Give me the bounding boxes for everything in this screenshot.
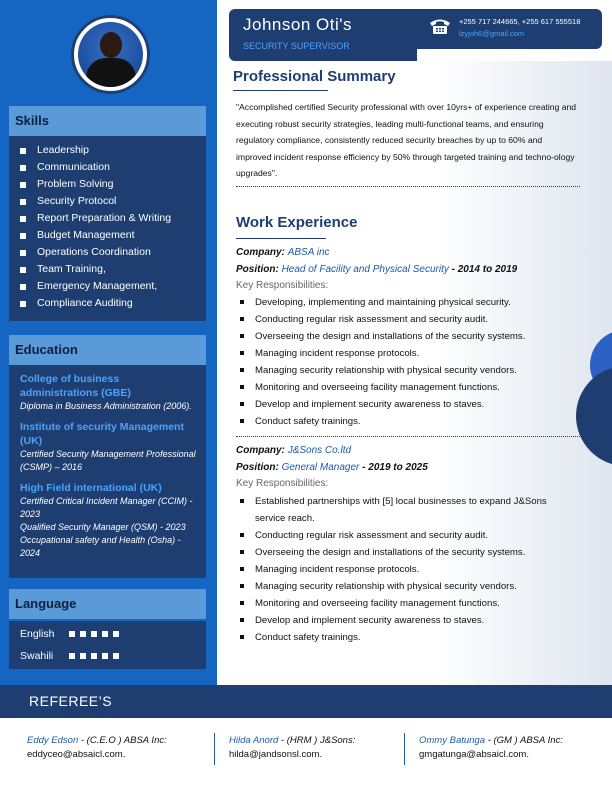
skill-item: Team Training, xyxy=(9,261,206,278)
responsibility-item: Managing incident response protocols. xyxy=(236,345,576,362)
responsibilities-list xyxy=(236,294,576,430)
referee-role: - (HRM ) J&Sons: xyxy=(278,735,356,746)
phone-number: +255 717 244665, +255 617 555518 xyxy=(459,17,581,26)
contact-box xyxy=(417,9,602,49)
language-name: English xyxy=(20,628,55,640)
responsibility-item: Monitoring and overseeing facility management functions. xyxy=(236,379,576,396)
referee-name: Eddy Edson xyxy=(27,735,79,746)
position-name: Head of Facility and Physical Security xyxy=(281,264,449,275)
job-company xyxy=(236,445,351,456)
language-level-dots xyxy=(69,653,119,659)
education-item xyxy=(9,372,206,413)
skill-item: Security Protocol xyxy=(9,193,206,210)
referee-bar xyxy=(0,685,612,718)
language-level-dots xyxy=(69,631,119,637)
education-panel xyxy=(9,365,206,578)
language-row xyxy=(9,645,206,667)
education-institution: High Field international (UK) xyxy=(20,482,162,494)
education-detail: Certified Critical Incident Manager (CCIM) - 2023 xyxy=(20,496,193,519)
responsibility-item: Monitoring and overseeing facility management functions. xyxy=(236,595,576,612)
summary-heading: Professional Summary xyxy=(233,68,396,85)
responsibilities-label: Key Responsibilities: xyxy=(236,280,329,291)
profile-photo xyxy=(71,15,150,94)
responsibility-item: Develop and implement security awareness to staves. xyxy=(236,612,576,629)
language-heading: Language xyxy=(9,589,206,619)
divider xyxy=(236,186,580,187)
skill-item: Compliance Auditing xyxy=(9,295,206,312)
language-name: Swahili xyxy=(20,650,54,662)
experience-heading: Work Experience xyxy=(236,214,358,231)
position-period: - 2014 to 2019 xyxy=(451,264,518,275)
email-address: lzyjoh6@gmail.com xyxy=(459,29,525,38)
responsibility-item: Managing incident response protocols. xyxy=(236,561,576,578)
avatar xyxy=(78,22,143,87)
company-label: Company: xyxy=(236,445,285,456)
education-heading: Education xyxy=(9,335,206,365)
referee-email: eddyceo@absaicl.com. xyxy=(27,749,126,760)
avatar-head xyxy=(100,32,122,58)
education-detail: Certified Security Management Professional (CSMP) – 2016 xyxy=(20,449,196,472)
referee-role: - (GM ) ABSA Inc: xyxy=(485,735,563,746)
position-label: Position: xyxy=(236,264,279,275)
skill-item: Budget Management xyxy=(9,227,206,244)
position-name: General Manager xyxy=(281,462,360,473)
job-position xyxy=(236,462,428,473)
summary-underline xyxy=(233,90,328,91)
responsibility-item: Conducting regular risk assessment and security audit. xyxy=(236,311,576,328)
responsibility-item: Established partnerships with [5] local businesses to expand J&Sons service reach. xyxy=(236,493,556,527)
job-position xyxy=(236,264,517,275)
sidebar xyxy=(0,0,217,685)
position-label: Position: xyxy=(236,462,279,473)
skill-item: Communication xyxy=(9,159,206,176)
responsibility-item: Overseeing the design and installations of the security systems. xyxy=(236,328,576,345)
education-detail: Qualified Security Manager (QSM) - 2023 xyxy=(20,522,186,532)
company-name: ABSA inc xyxy=(287,247,330,258)
responsibility-item: Conduct safety trainings. xyxy=(236,629,576,646)
referee-separator xyxy=(404,733,405,765)
referee-separator xyxy=(214,733,215,765)
responsibility-item: Managing security relationship with physical security vendors. xyxy=(236,362,576,379)
name-header xyxy=(229,9,417,61)
referee-item xyxy=(27,735,167,760)
referee-heading: REFEREE’S xyxy=(29,693,113,709)
responsibility-item: Overseeing the design and installations of the security systems. xyxy=(236,544,576,561)
skill-item: Emergency Management, xyxy=(9,278,206,295)
referee-name: Ommy Batunga xyxy=(419,735,485,746)
education-detail: Diploma in Business Administration (2006). xyxy=(20,401,192,411)
responsibility-item: Managing security relationship with physical security vendors. xyxy=(236,578,576,595)
education-institution: Institute of security Management (UK) xyxy=(20,421,184,447)
referee-name: Hilda Anord xyxy=(229,735,279,746)
responsibilities-list xyxy=(236,493,576,646)
responsibility-item: Conducting regular risk assessment and security audit. xyxy=(236,527,576,544)
referee-email: gmgatunga@absaicl.com. xyxy=(419,749,529,760)
referee-role: - (C.E.O ) ABSA Inc: xyxy=(78,735,167,746)
responsibility-item: Develop and implement security awareness to staves. xyxy=(236,396,576,413)
education-detail: Occupational safety and Health (Osha) - 2024 xyxy=(20,535,181,558)
telephone-icon xyxy=(429,17,451,35)
skills-panel xyxy=(9,136,206,321)
education-item xyxy=(9,420,206,474)
education-institution: College of business administrations (GBE) xyxy=(20,373,131,399)
skill-item: Leadership xyxy=(9,142,206,159)
language-row xyxy=(9,623,206,645)
job-title: SECURITY SUPERVISOR xyxy=(243,41,350,51)
job-company xyxy=(236,247,330,258)
responsibility-item: Developing, implementing and maintaining physical security. xyxy=(236,294,576,311)
person-name: Johnson Oti's xyxy=(243,15,352,34)
language-panel xyxy=(9,621,206,669)
company-label: Company: xyxy=(236,247,285,258)
experience-underline xyxy=(236,238,326,239)
education-item xyxy=(9,481,206,560)
skills-heading: Skills xyxy=(9,106,206,136)
summary-text: "Accomplished certified Security professional with over 10yrs+ of experience creating and executing robust security strategies, leading multi-functional teams, and ensuring regulatory compliance, consistently reduced security breaches by up to 60% and improved incident response efficiency by 50% through targeted training and techno-ology upgrades". xyxy=(236,102,577,178)
divider xyxy=(236,436,580,437)
skill-item: Problem Solving xyxy=(9,176,206,193)
skill-item: Operations Coordination xyxy=(9,244,206,261)
responsibilities-label: Key Responsibilities: xyxy=(236,478,329,489)
referee-item xyxy=(229,735,355,760)
avatar-body xyxy=(86,58,136,87)
referee-item xyxy=(419,735,563,760)
position-period: - 2019 to 2025 xyxy=(362,462,428,473)
skill-item: Report Preparation & Writing xyxy=(9,210,206,227)
skills-list xyxy=(9,136,206,312)
responsibility-item: Conduct safety trainings. xyxy=(236,413,576,430)
company-name: J&Sons Co.ltd xyxy=(287,445,352,456)
referee-email: hilda@jandsonsl.com. xyxy=(229,749,323,760)
